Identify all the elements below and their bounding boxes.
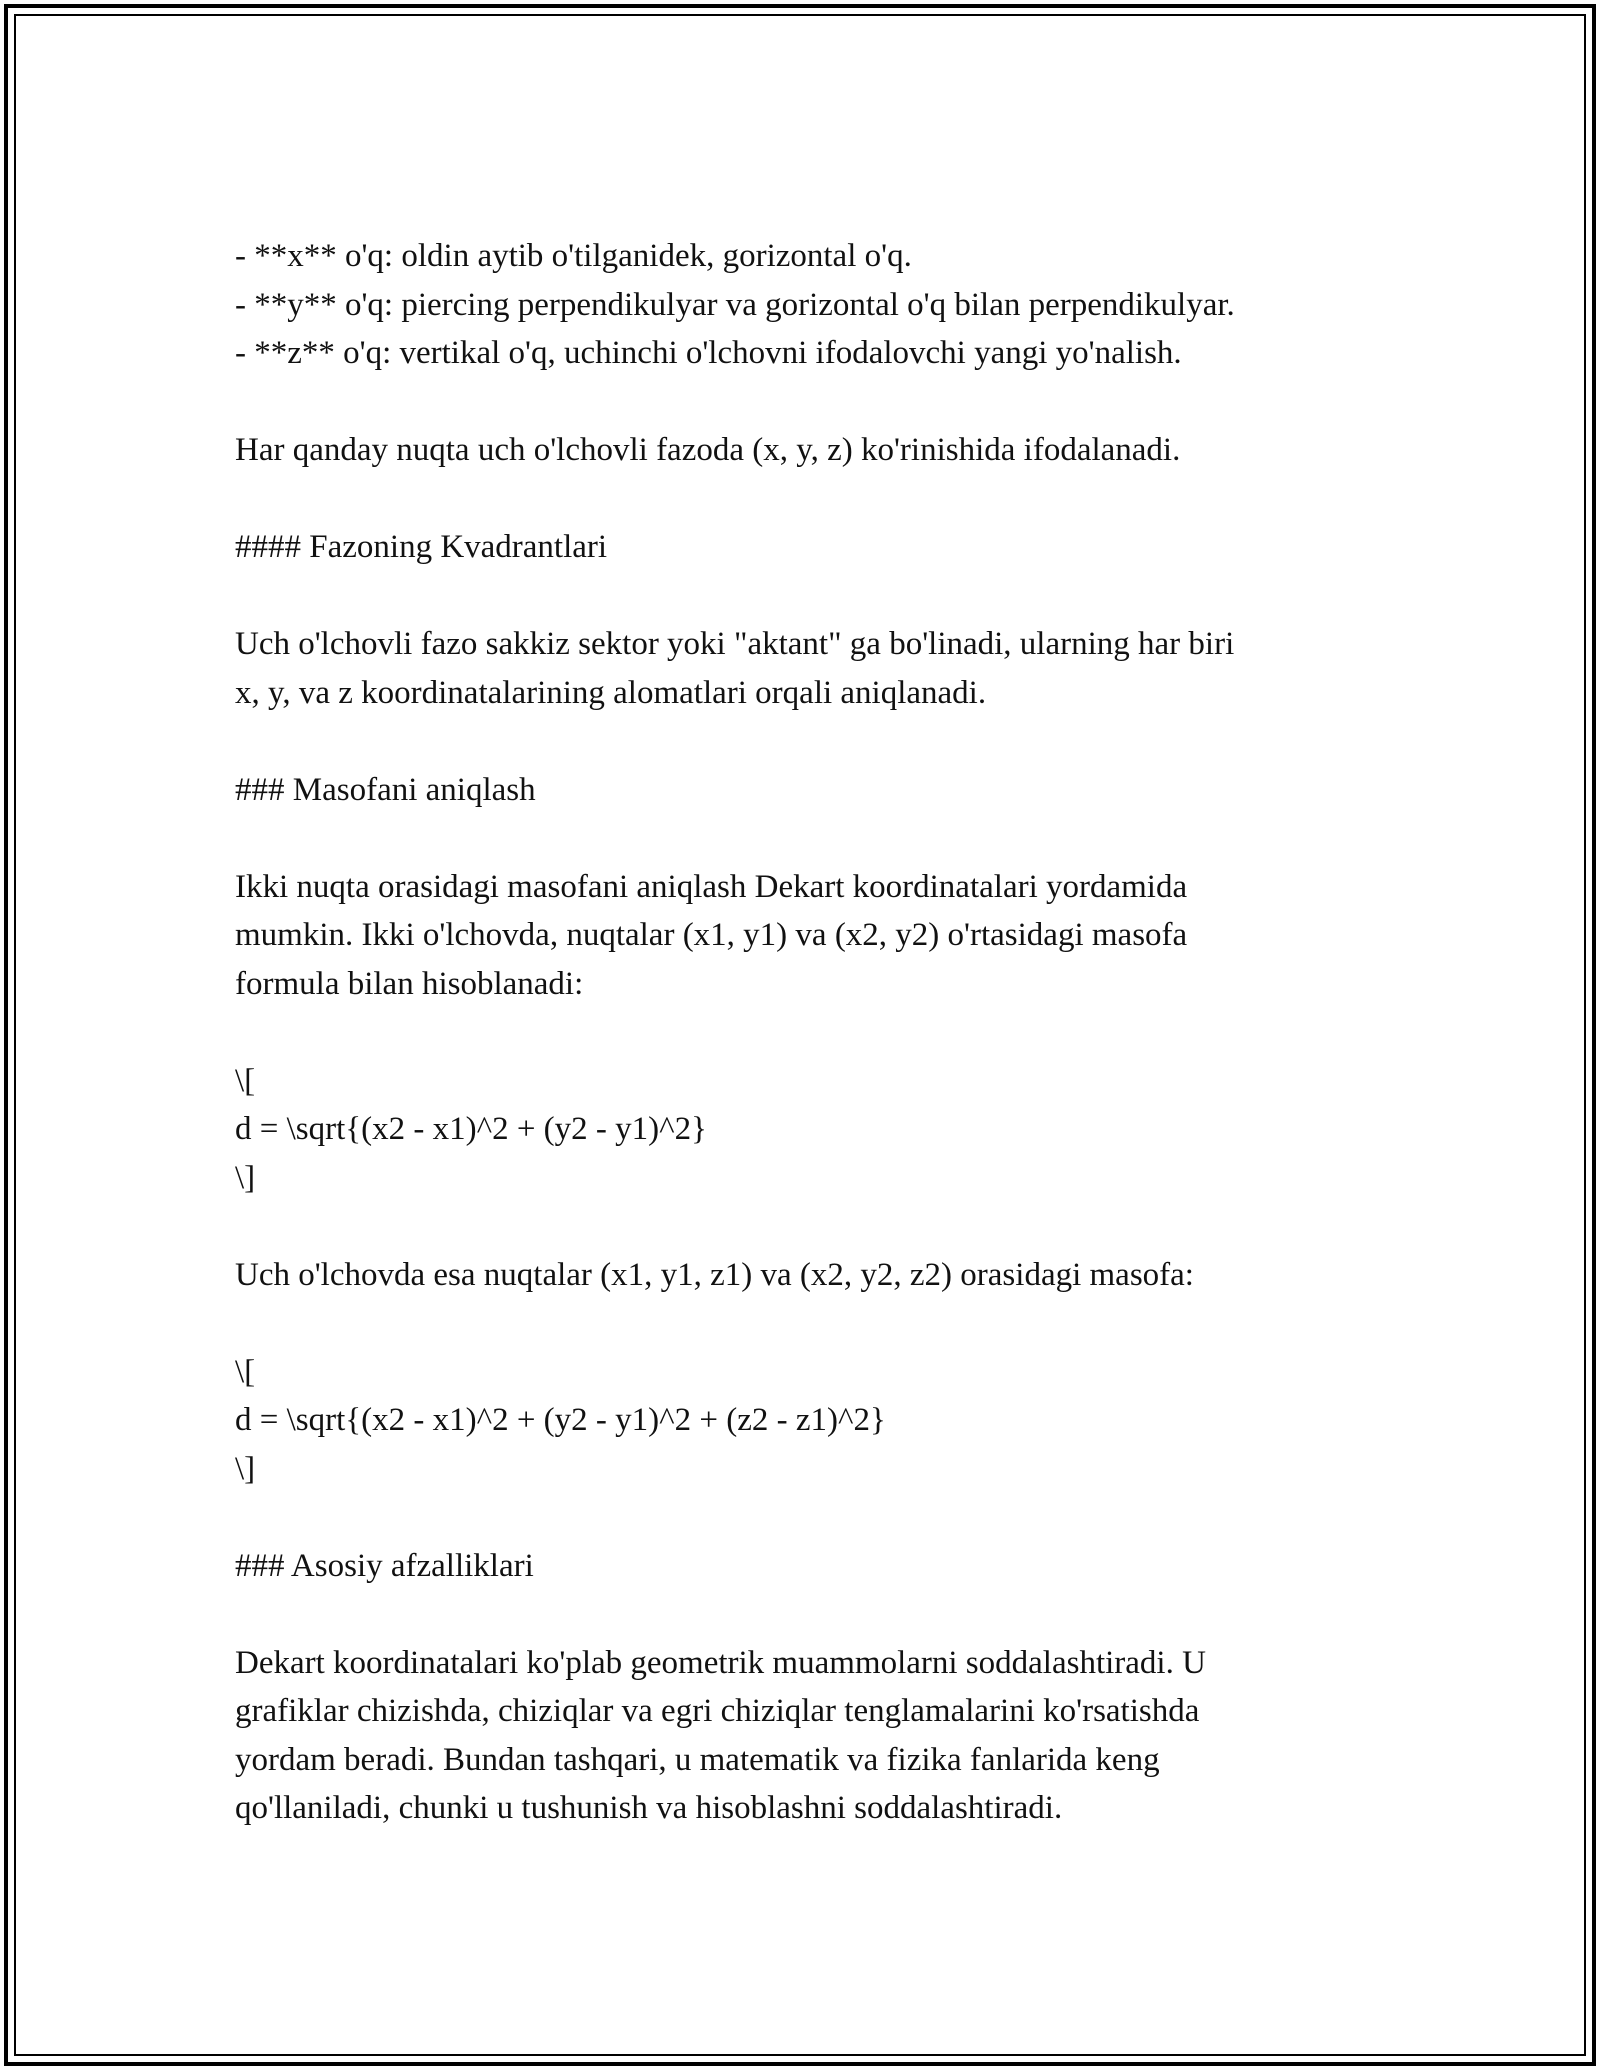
paragraph-oktant-line-1: Uch o'lchovli fazo sakkiz sektor yoki "aktant" ga bo'linadi, ularning har biri	[235, 626, 1235, 662]
formula-2d-close: \]	[235, 1159, 256, 1196]
blank-line	[235, 1008, 1365, 1057]
bullet-z-axis: - **z** o'q: vertikal o'q, uchinchi o'lchovni ifodalovchi yangi yo'nalish.	[235, 335, 1182, 371]
heading-afzalliklar: ### Asosiy afzalliklari	[235, 1547, 534, 1584]
paragraph-distance-line-1: Ikki nuqta orasidagi masofani aniqlash Dekart koordinatalari yordamida	[235, 868, 1188, 905]
heading-kvadrantlar: #### Fazoning Kvadrantlari	[235, 529, 608, 565]
paragraph-advantages-line-2: grafiklar chizishda, chiziqlar va egri chiziqlar tenglamalarini ko'rsatishda	[235, 1693, 1200, 1729]
paragraph-3d-distance: Uch o'lchovda esa nuqtalar (x1, y1, z1) va (x2, y2, z2) orasidagi masofa:	[235, 1256, 1194, 1293]
blank-line	[235, 1590, 1365, 1639]
blank-line	[235, 1299, 1365, 1348]
blank-line	[235, 378, 1365, 427]
blank-line	[235, 814, 1365, 863]
formula-3d-close: \]	[235, 1450, 256, 1487]
blank-line	[235, 717, 1365, 766]
paragraph-advantages-line-4: qo'llaniladi, chunki u tushunish va hisoblashni soddalashtiradi.	[235, 1790, 1063, 1826]
formula-3d-open: \[	[235, 1353, 256, 1390]
paragraph-distance-line-2: mumkin. Ikki o'lchovda, nuqtalar (x1, y1) va (x2, y2) o'rtasidagi masofa	[235, 917, 1188, 953]
blank-line	[235, 572, 1365, 621]
heading-masofa: ### Masofani aniqlash	[235, 771, 536, 808]
paragraph-advantages-line-1: Dekart koordinatalari ko'plab geometrik muammolarni soddalashtiradi. U	[235, 1644, 1206, 1681]
paragraph-advantages-line-3: yordam beradi. Bundan tashqari, u matematik va fizika fanlarida keng	[235, 1741, 1160, 1778]
blank-line	[235, 475, 1365, 524]
blank-line	[235, 1493, 1365, 1542]
formula-3d: d = \sqrt{(x2 - x1)^2 + (y2 - y1)^2 + (z2 - z1)^2}	[235, 1402, 886, 1438]
bullet-y-axis: - **y** o'q: piercing perpendikulyar va gorizontal o'q bilan perpendikulyar.	[235, 286, 1235, 323]
document-body	[235, 232, 1365, 1833]
formula-2d: d = \sqrt{(x2 - x1)^2 + (y2 - y1)^2}	[235, 1111, 707, 1147]
blank-line	[235, 1202, 1365, 1251]
formula-2d-open: \[	[235, 1062, 256, 1099]
bullet-x-axis: - **x** o'q: oldin aytib o'tilganidek, gorizontal o'q.	[235, 238, 912, 274]
paragraph-distance-line-3: formula bilan hisoblanadi:	[235, 965, 584, 1002]
paragraph-oktant-line-2: x, y, va z koordinatalarining alomatlari orqali aniqlanadi.	[235, 674, 987, 711]
paragraph-point-notation: Har qanday nuqta uch o'lchovli fazoda (x, y, z) ko'rinishida ifodalanadi.	[235, 432, 1181, 468]
